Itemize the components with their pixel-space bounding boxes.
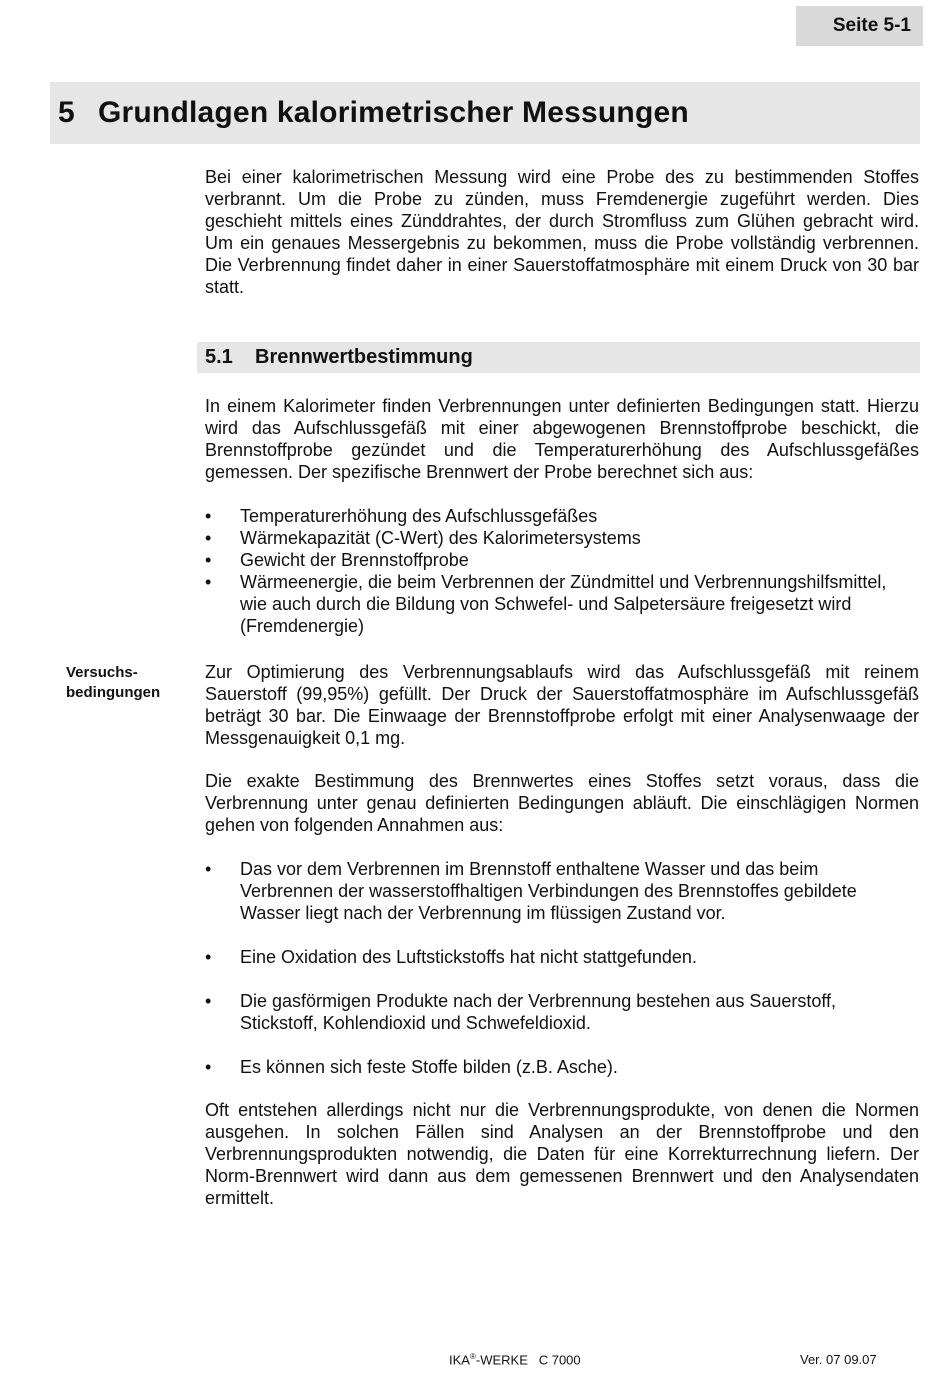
list-item-text: Wärmekapazität (C-Wert) des Kalorimetersystems [240,528,641,548]
margin-note: Versuchs- bedingungen [66,664,161,701]
section-paragraph: In einem Kalorimeter finden Verbrennungen unter definierten Bedingungen statt. Hierzu wird das Aufschlussgefäß mit einer abgewogenen Brennstoffprobe beschickt, die Brennstoffprobe gezündet und die Temperaturerhöhung des Aufschlussgefäßes gemessen. Der spezifische Brennwert der Probe berechnet sich aus: [205,396,919,482]
list-item-text: Gewicht der Brennstoffprobe [240,550,469,570]
list-item [205,505,919,527]
brand-model: -WERKE C 7000 [475,1352,581,1368]
list-item [205,990,899,1034]
bullet-icon: • [205,528,212,548]
bullet-icon: • [205,506,212,526]
section-heading [197,342,920,373]
bullet-icon: • [205,991,212,1011]
registered-mark: ® [469,1352,476,1361]
intro-paragraph: Bei einer kalorimetrischen Messung wird eine Probe des zu bestimmenden Stoffes verbrannt. Um die Probe zu zünden, muss Fremdenergie zugeführt werden. Dies geschieht mittels eines Zünddrahtes, der durch Stromfluss zum Glühen gebracht wird. Um ein genaues Messergebnis zu bekommen, muss die Probe vollständig verbrennen. Die Verbrennung findet daher in einer Sauerstoffatmosphäre mit einem Druck von 30 bar statt. [205,167,919,297]
section-number: 5.1 [205,346,233,368]
closing-paragraph: Oft entstehen allerdings nicht nur die Verbrennungsprodukte, von denen die Normen ausgehen. In solchen Fällen sind Analysen an der Brennstoffprobe und den Verbrennungsprodukten notwendig, die Daten für eine Korrekturrechnung liefern. Der Norm-Brennwert wird dann aus dem gemessenen Brennwert und den Analysendaten ermittelt. [205,1100,919,1208]
bullet-icon: • [205,550,212,570]
norms-paragraph: Die exakte Bestimmung des Brennwertes eines Stoffes setzt voraus, dass die Verbrennung unter genau definierten Bedingungen abläuft. Die einschlägigen Normen gehen von folgenden Annahmen aus: [205,771,919,835]
chapter-title: Grundlagen kalorimetrischer Messungen [98,96,689,129]
footer-version: Ver. 07 09.07 [800,1352,877,1367]
bullet-icon: • [205,1057,212,1077]
list-item [205,571,919,637]
page-number-label: Seite 5-1 [796,6,923,46]
list-item [205,858,899,924]
list-item [205,527,919,549]
list-item-text: Wärmeenergie, die beim Verbrennen der Zündmittel und Verbrennungshilfsmittel, wie auch durch die Bildung von Schwefel- und Salpetersäure freigesetzt wird (Fremdenergie) [240,572,887,636]
list-item-text: Die gasförmigen Produkte nach der Verbrennung bestehen aus Sauerstoff, Stickstoff, Kohlendioxid und Schwefeldioxid. [240,991,837,1033]
bullet-icon: • [205,572,212,592]
brand-name: IKA [449,1352,470,1368]
factors-list [205,505,919,637]
conditions-paragraph: Zur Optimierung des Verbrennungsablaufs wird das Aufschlussgefäß mit reinem Sauerstoff (99,95%) gefüllt. Der Druck der Sauerstoffatmosphäre im Aufschlussgefäß beträgt 30 bar. Die Einwaage der Brennstoffprobe erfolgt mit einer Analysenwaage der Messgenauigkeit 0,1 mg. [205,662,919,748]
chapter-heading [50,82,920,144]
assumptions-list [205,858,919,1078]
list-item-text: Eine Oxidation des Luftstickstoffs hat nicht stattgefunden. [240,947,697,967]
section-title: Brennwertbestimmung [255,346,473,368]
list-item [205,1056,899,1078]
list-item [205,946,899,968]
list-item-text: Temperaturerhöhung des Aufschlussgefäßes [240,506,598,526]
bullet-icon: • [205,859,212,879]
list-item-text: Es können sich feste Stoffe bilden (z.B. Asche). [240,1057,618,1077]
chapter-number: 5 [58,96,75,129]
list-item [205,549,919,571]
footer-brand [449,1352,581,1367]
bullet-icon: • [205,947,212,967]
list-item-text: Das vor dem Verbrennen im Brennstoff enthaltene Wasser und das beim Verbrennen der wasserstoffhaltigen Verbindungen des Brennstoffes gebildete Wasser liegt nach der Verbrennung im flüssigen Zustand vor. [240,859,857,923]
